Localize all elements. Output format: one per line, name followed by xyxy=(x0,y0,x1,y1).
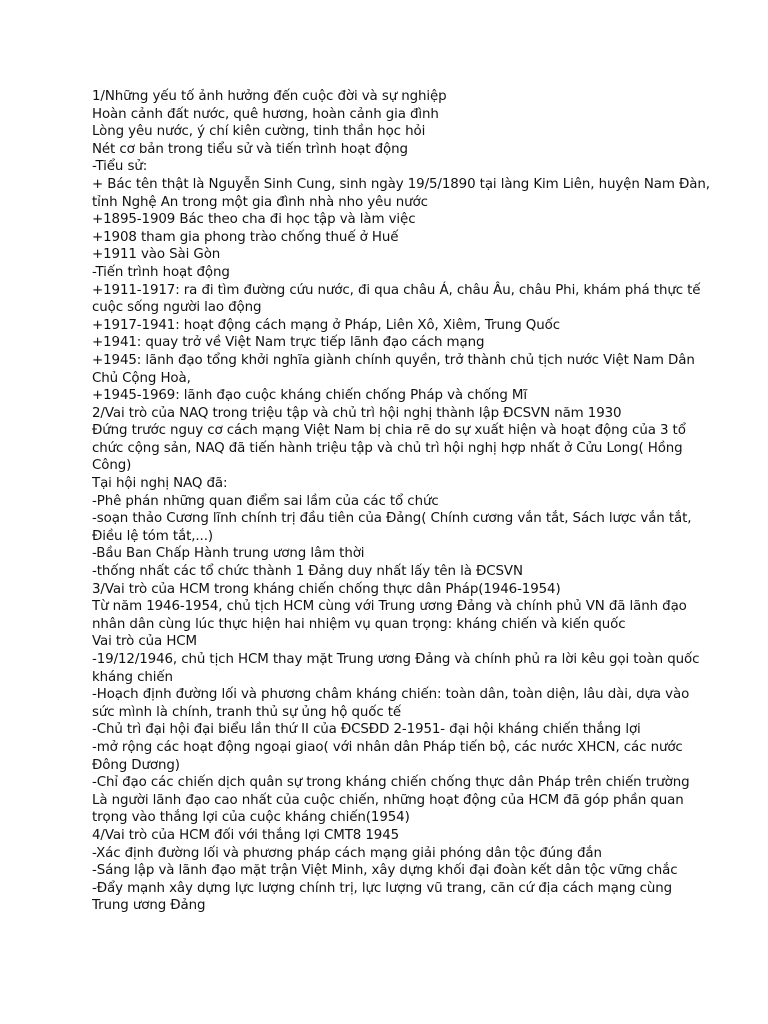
text-line: kháng chiến xyxy=(92,669,173,685)
text-line: Nét cơ bản trong tiểu sử và tiến trình hoạt động xyxy=(92,141,408,157)
text-line: -mở rộng các hoạt động ngoại giao( với nhân dân Pháp tiến bộ, các nước XHCN, các nước xyxy=(92,739,683,755)
text-line: -19/12/1946, chủ tịch HCM thay mặt Trung ương Đảng và chính phủ ra lời kêu gọi toàn quốc xyxy=(92,652,700,667)
text-line: Trung ương Đảng xyxy=(92,898,206,914)
text-line: +1917-1941: hoạt động cách mạng ở Pháp, Liên Xô, Xiêm, Trung Quốc xyxy=(92,317,560,333)
text-line: +1895-1909 Bác theo cha đi học tập và làm việc xyxy=(92,212,416,228)
text-line: -Đẩy mạnh xây dựng lực lượng chính trị, lực lượng vũ trang, căn cứ địa cách mạng cùng xyxy=(92,880,673,896)
text-line: Chủ Cộng Hoà, xyxy=(92,370,191,386)
text-line: sức mình là chính, tranh thủ sự ủng hộ quốc tế xyxy=(92,704,402,720)
text-line: -soạn thảo Cương lĩnh chính trị đầu tiên của Đảng( Chính cương vắn tắt, Sách lược vắn tắt, xyxy=(92,511,692,527)
text-line: +1945-1969: lãnh đạo cuộc kháng chiến chống Pháp và chống Mĩ xyxy=(92,388,527,404)
text-line: + Bác tên thật là Nguyễn Sinh Cung, sinh ngày 19/5/1890 tại làng Kim Liên, huyện Nam Đàn, xyxy=(92,176,710,192)
text-line: -Chủ trì đại hội đại biểu lần thứ II của ĐCSĐD 2-1951- đại hội kháng chiến thắng lợi xyxy=(92,722,641,738)
text-line: Đứng trước nguy cơ cách mạng Việt Nam bị chia rẽ do sự xuất hiện và hoạt động của 3 tổ xyxy=(92,423,686,439)
text-line: +1908 tham gia phong trào chống thuế ở Huế xyxy=(92,229,399,245)
text-line: -Chỉ đạo các chiến dịch quân sự trong kháng chiến chống thực dân Pháp trên chiến trường xyxy=(92,775,690,791)
text-line: Hoàn cảnh đất nước, quê hương, hoàn cảnh gia đình xyxy=(92,106,439,122)
text-line: Lòng yêu nước, ý chí kiên cường, tinh thần học hỏi xyxy=(92,124,426,140)
text-line: -thống nhất các tổ chức thành 1 Đảng duy nhất lấy tên là ĐCSVN xyxy=(92,564,523,580)
text-line: +1911 vào Sài Gòn xyxy=(92,247,221,263)
text-line: Tại hội nghị NAQ đã: xyxy=(92,476,228,492)
text-line: Là người lãnh đạo cao nhất của cuộc chiến, những hoạt động của HCM đã góp phần quan xyxy=(92,792,684,808)
text-line: Công) xyxy=(92,458,132,474)
text-line: -Tiến trình hoạt động xyxy=(92,264,230,280)
text-line: 4/Vai trò của HCM đối với thắng lợi CMT8 1945 xyxy=(92,827,400,843)
text-line: Từ năm 1946-1954, chủ tịch HCM cùng với Trung ương Đảng và chính phủ VN đã lãnh đạo xyxy=(92,599,687,615)
text-line: -Tiểu sử: xyxy=(92,159,148,175)
text-line: tỉnh Nghệ An trong một gia đình nhà nho yêu nước xyxy=(92,194,428,210)
text-line: -Hoạch định đường lối và phương châm kháng chiến: toàn dân, toàn diện, lâu dài, dựa vào xyxy=(92,687,690,703)
text-line: trọng vào thắng lợi của cuộc kháng chiến(1954) xyxy=(92,810,410,826)
text-line: -Phê phán những quan điểm sai lầm của các tổ chức xyxy=(92,493,439,509)
text-line: +1945: lãnh đạo tổng khởi nghĩa giành chính quyền, trở thành chủ tịch nước Việt Nam Dân xyxy=(92,352,695,368)
text-line: +1911-1917: ra đi tìm đường cứu nước, đi qua châu Á, châu Âu, châu Phi, khám phá thực tế xyxy=(92,282,701,298)
text-line: 2/Vai trò của NAQ trong triệu tập và chủ trì hội nghị thành lập ĐCSVN năm 1930 xyxy=(92,405,622,421)
text-line: Đông Dương) xyxy=(92,757,180,773)
text-line: -Bầu Ban Chấp Hành trung ương lâm thời xyxy=(92,546,365,562)
text-line: 3/Vai trò của HCM trong kháng chiến chống thực dân Pháp(1946-1954) xyxy=(92,581,561,597)
document-body xyxy=(92,88,710,915)
text-line: nhân dân cùng lúc thực hiện hai nhiệm vụ quan trọng: kháng chiến và kiến quốc xyxy=(92,616,626,632)
text-line: 1/Những yếu tố ảnh hưởng đến cuộc đời và sự nghiệp xyxy=(92,89,447,104)
text-line: +1941: quay trở về Việt Nam trực tiếp lãnh đạo cách mạng xyxy=(92,335,485,351)
text-line: chức cộng sản, NAQ đã tiến hành triệu tập và chủ trì hội nghị hợp nhất ở Cửu Long( Hồng xyxy=(92,440,683,456)
text-line: Vai trò của HCM xyxy=(92,634,197,650)
text-line: -Xác định đường lối và phương pháp cách mạng giải phóng dân tộc đúng đắn xyxy=(92,845,602,861)
text-line: -Sáng lập và lãnh đạo mặt trận Việt Minh, xây dựng khối đại đoàn kết dân tộc vững chắc xyxy=(92,863,678,879)
text-line: Điều lệ tóm tắt,...) xyxy=(92,528,213,544)
text-line: cuộc sống người lao động xyxy=(92,300,262,316)
